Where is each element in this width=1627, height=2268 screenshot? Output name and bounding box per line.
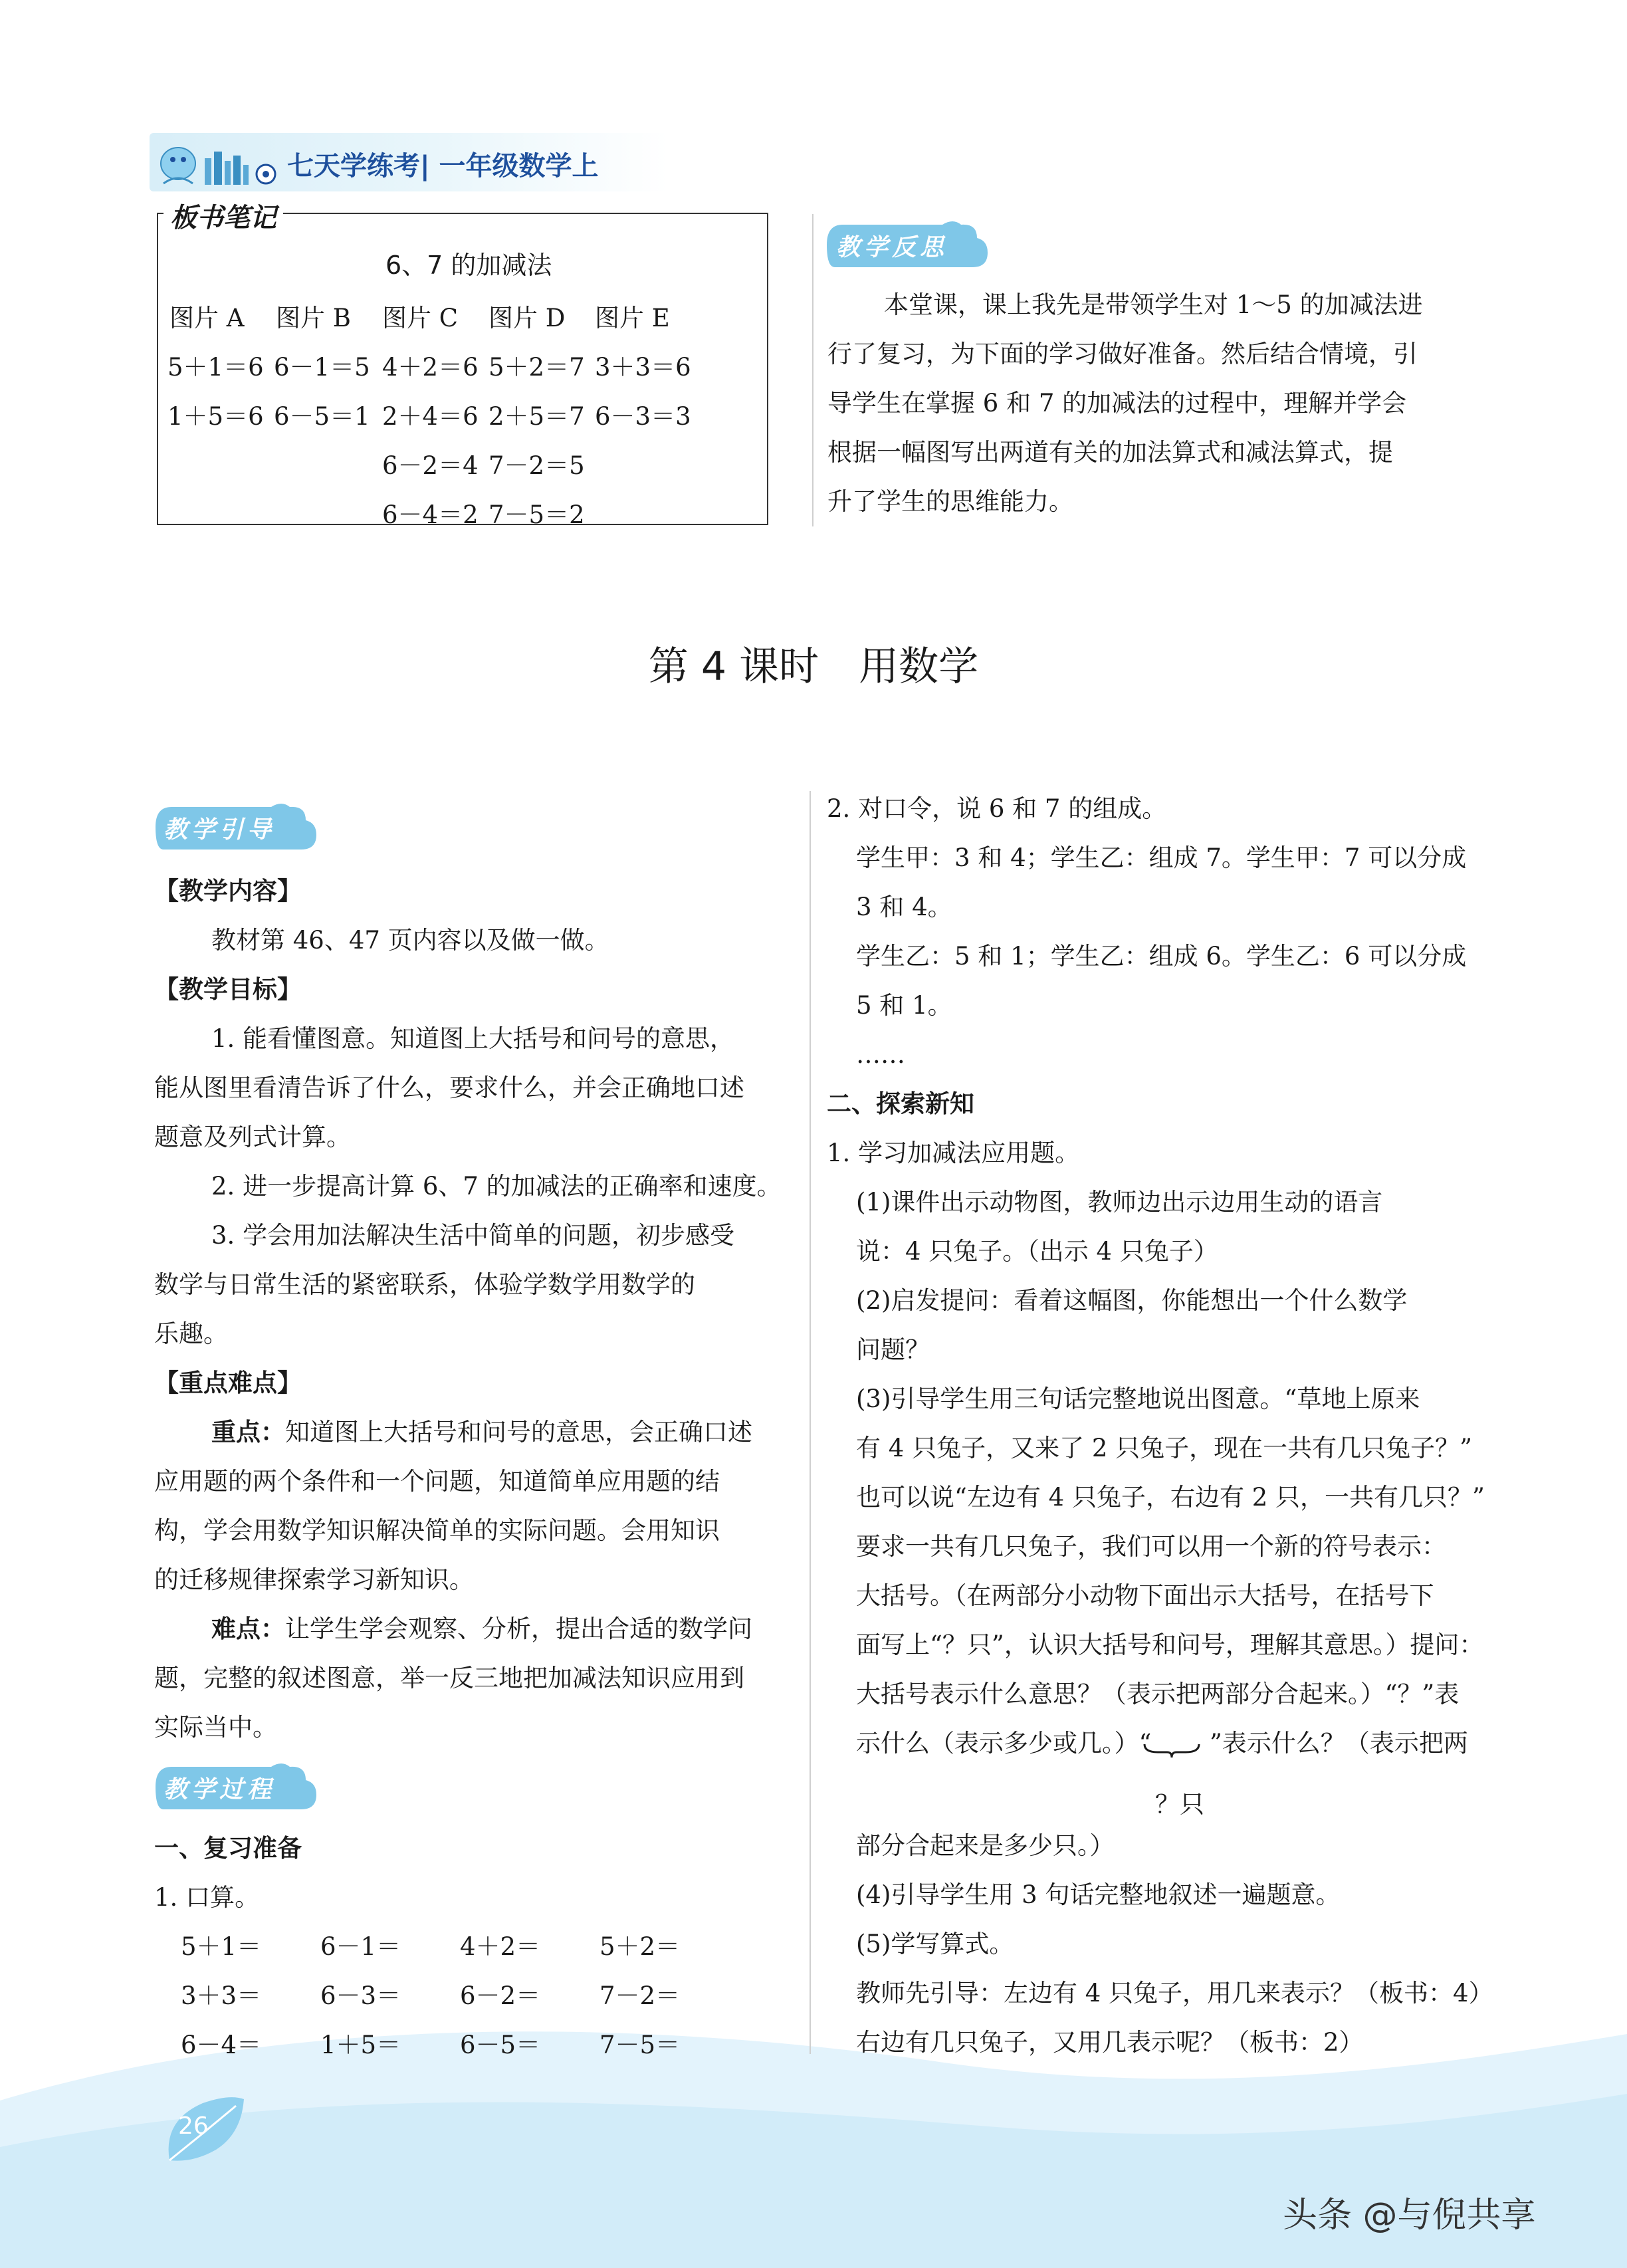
goal-line: 数学与日常生活的紧密联系，体验学数学用数学的 [154,1270,695,1299]
goals-heading: 【教学目标】 [154,975,302,1004]
goal-line: 1. 能看懂图意。知道图上大括号和问号的意思， [211,1024,735,1053]
dialogue-line: 学生甲：3 和 4；学生乙：组成 7。学生甲：7 可以分成 [856,844,1467,872]
intro-label: 教学引导 [163,816,276,844]
oral-calc: 6－1＝ [320,1932,401,1961]
oral-calc: 6－4＝ [181,2031,262,2059]
oral-calc: 6－3＝ [320,1982,401,2010]
reflection-line: 本堂课，课上我先是带领学生对 1～5 的加减法进 [884,290,1423,319]
key-heading: 【重点难点】 [154,1369,302,1397]
board-notes-label: 板书笔记 [163,197,283,235]
board-equation: 7－2＝5 [488,451,585,480]
dialogue-line: 学生乙：5 和 1；学生乙：组成 6。学生乙：6 可以分成 [856,942,1467,970]
goal-line: 3. 学会用加法解决生活中简单的问题，初步感受 [211,1221,735,1250]
difficulty-text: 让学生学会观察、分析，提出合适的数学问 [285,1615,752,1643]
board-equation: 6－2＝4 [382,451,479,480]
board-col-label: 图片 B [276,304,351,332]
step-line: 示什么（表示多少或几。）“ [856,1729,1152,1758]
oral-calc: 6－5＝ [460,2031,541,2059]
board-equation: 2＋5＝7 [488,402,585,431]
key-line: 应用题的两个条件和一个问题，知道简单应用题的结 [154,1467,720,1496]
step-line: 教师先引导：左边有 4 只兔子，用几来表示？（板书：4） [856,1979,1493,2007]
watermark: 头条 @与倪共享 [1283,2196,1536,2235]
oral-calc: 1＋5＝ [320,2031,401,2059]
board-equation: 6－5＝1 [274,402,370,431]
process-label: 教学过程 [163,1775,276,1803]
goal-line: 能从图里看清告诉了什么，要求什么，并会正确地口述 [154,1074,744,1102]
board-col-label: 图片 E [595,304,670,332]
step-line: 右边有几只兔子，又用几表示呢？（板书：2） [856,2028,1364,2057]
reflection-line: 根据一幅图写出两道有关的加法算式和减法算式，提 [827,438,1393,467]
step-line: 大括号。（在两部分小动物下面出示大括号，在括号下 [856,1581,1434,1610]
board-equation: 6－4＝2 [382,501,479,529]
section-heading: 一、复习准备 [154,1834,302,1863]
board-equation: 6－1＝5 [274,353,370,382]
difficulty-line: 题，完整的叙述图意，举一反三地把加减法知识应用到 [154,1664,744,1692]
key-text: 知道图上大括号和问号的意思，会正确口述 [285,1418,752,1446]
mascot-skyline-logo [152,132,284,191]
reflection-label: 教学反思 [836,233,948,261]
difficulty-line [211,1605,752,1654]
key-label: 重点： [211,1418,285,1446]
oral-calc: 6－2＝ [460,1982,541,2010]
difficulty-line: 实际当中。 [154,1713,277,1742]
reflection-line: 行了复习，为下面的学习做好准备。然后结合情境，引 [827,340,1418,368]
board-equation: 4＋2＝6 [382,353,479,382]
reflection-line: 升了学生的思维能力。 [827,487,1073,516]
step-line: (1)课件出示动物图，教师边出示边用生动的语言 [856,1188,1383,1216]
board-equation: 1＋5＝6 [167,402,264,431]
board-equation: 5＋2＝7 [488,353,585,382]
board-equation: 5＋1＝6 [167,353,264,382]
step-line: 大括号表示什么意思？（表示把两部分合起来。）“？”表 [856,1680,1460,1708]
step-line: 说：4 只兔子。（出示 4 只兔子） [856,1237,1218,1266]
board-equation: 6－3＝3 [595,402,691,431]
oral-calc: 3＋3＝ [181,1982,262,2010]
column-divider [810,791,811,2054]
brace-symbol [1142,1740,1202,1760]
dialogue-line: 3 和 4。 [856,893,952,921]
board-equation: 2＋4＝6 [382,402,479,431]
oral-calc: 5＋1＝ [181,1932,262,1961]
goal-line: 2. 进一步提高计算 6、7 的加减法的正确率和速度。 [211,1172,782,1200]
board-col-label: 图片 A [169,304,245,332]
key-line [211,1408,752,1457]
difficulty-label: 难点： [211,1615,285,1643]
lesson-title: 第 4 课时 用数学 [648,643,979,690]
content-text: 教材第 46、47 页内容以及做一做。 [211,926,609,955]
item-text: 2. 对口令，说 6 和 7 的组成。 [827,794,1167,823]
step-line: 有 4 只兔子，又来了 2 只兔子，现在一共有几只兔子？” [856,1434,1473,1462]
oral-calc: 4＋2＝ [460,1932,541,1961]
step-line: ”表示什么？（表示把两 [1210,1729,1468,1758]
page-number: 26 [178,2112,209,2140]
step-line: 也可以说“左边有 4 只兔子，右边有 2 只，一共有几只？” [856,1483,1485,1512]
board-col-label: 图片 D [488,304,566,332]
brace-question-label: ？只 [1155,1790,1204,1819]
step-line: (2)启发提问：看着这幅图，你能想出一个什么数学 [856,1286,1408,1315]
key-line: 的迁移规律探索学习新知识。 [154,1565,474,1594]
section-heading: 二、探索新知 [827,1089,974,1118]
board-col-label: 图片 C [382,304,459,332]
item-text: 1. 口算。 [154,1883,260,1912]
reflection-line: 导学生在掌握 6 和 7 的加减法的过程中，理解并学会 [827,389,1407,417]
board-equation: 7－5＝2 [488,501,585,529]
board-notes-title: 6、7 的加减法 [385,251,552,280]
item-text: 1. 学习加减法应用题。 [827,1139,1080,1167]
goal-line: 乐趣。 [154,1319,228,1348]
step-line: (3)引导学生用三句话完整地说出图意。“草地上原来 [856,1385,1420,1413]
oral-calc: 5＋2＝ [599,1932,681,1961]
content-heading: 【教学内容】 [154,877,302,905]
oral-calc: 7－5＝ [599,2031,681,2059]
series-title: 七天学练考| 一年级数学上 [287,151,599,181]
step-line: 部分合起来是多少只。） [856,1831,1115,1860]
step-line: (5)学写算式。 [856,1930,1014,1958]
key-line: 构，学会用数学知识解决简单的实际问题。会用知识 [154,1516,720,1545]
board-equation: 3＋3＝6 [595,353,691,382]
step-line: 面写上“？只”，认识大括号和问号，理解其意思。）提问： [856,1631,1484,1659]
column-divider [812,214,814,526]
step-line: 问题？ [856,1335,930,1364]
step-line: 要求一共有几只兔子，我们可以用一个新的符号表示： [856,1532,1446,1561]
ellipsis: …… [856,1040,905,1069]
dialogue-line: 5 和 1。 [856,991,952,1020]
goal-line: 题意及列式计算。 [154,1123,351,1151]
oral-calc: 7－2＝ [599,1982,681,2010]
step-line: (4)引导学生用 3 句话完整地叙述一遍题意。 [856,1880,1341,1909]
